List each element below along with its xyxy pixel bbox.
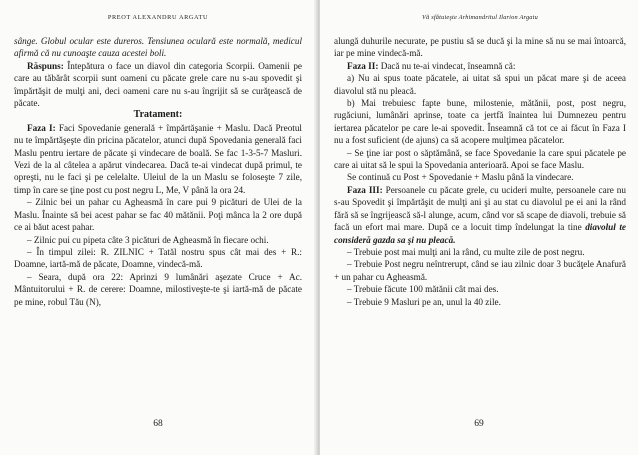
emphasized-text: diavolul te consideră gazda sa şi nu pleacă. [334,222,626,245]
paragraph-text: Dacă nu te-ai vindecat, înseamnă că: [378,60,516,71]
paragraph [14,122,302,196]
paragraph: – Trebuie Post negru neîntrerupt, când se iau zilnic doar 3 bucăţele Anafură + un pahar cu Agheasmă. [334,259,626,282]
paragraph: – În timpul zilei: R. ZILNIC + Tatăl nostru spus cât mai des + R.: Doamne, iartă-mă de păcate, Doamne, vindecă-mă. [14,246,302,270]
paragraph [14,35,302,60]
paragraph [334,184,626,246]
paragraph: – Seara, după ora 22: Aprinzi 9 lumânări aşezate Cruce + Ac. Mântuitorului + R. de cerere: Doamne, milostiveşte-te şi iartă-mă de păcate pe mine, robul Tău (N), [14,271,302,307]
paragraph: – Zilnic bei un pahar cu Agheasmă în care pui 9 picături de Ulei de la Maslu. Înainte să bei acest pahar se fac 40 mătănii. Poţi mânca la 2 ore după ce ai băut acest pahar. [14,197,302,233]
right-page [320,0,638,455]
paragraph: alungă duhurile necurate, pe pustiu să se ducă şi la mine să nu se mai întoarcă, iar pe mine vindecă-mă. [334,36,626,59]
paragraph: – Trebuie făcute 100 mătănii cât mai des. [347,284,499,295]
left-running-header: PREOT ALEXANDRU ARGATU [107,14,209,21]
paragraph: a) Nu ai spus toate păcatele, ai uitat să spui un păcat mare şi de aceea diavolul stă nu pleacă. [334,73,626,96]
paragraph: b) Mai trebuiesc fapte bune, milostenie, mătănii, post, post negru, rugăciuni, lumânări aprinse, toate ca jertfă înaintea lui Dumnezeu pentru iertarea păcatelor pe care le-ai spovedit. Înseamnă că tot ce ai făcut în Faza I nu a fost suficient (de ajuns) ca să acopere mulţimea păcatelor. [334,98,626,146]
paragraph: – Trebuie post mai mulţi ani la rând, cu multe zile de post negru. [347,246,585,257]
phase-label: Faza III: [347,184,383,195]
paragraph [14,60,302,110]
italic-text: sânge. Globul ocular este dureros. Tensiunea oculară este normală, medicul afirmă că nu cunoaşte cauza acestei boli. [14,36,302,59]
page-number: 68 [153,419,163,429]
page-number: 69 [474,419,484,429]
paragraph: – Se ţine iar post o săptămână, se face Spovedanie la care spui păcatele pe care ai uitat să le spui la Spovedania anterioară. Apoi se face Maslu. [334,147,626,171]
left-page-body [14,35,302,308]
right-running-header: Vă sfătuieşte Arhimandritul Ilarion Argatu [422,14,538,21]
paragraph: – Zilnic pui cu pipeta câte 3 picături de Agheasmă în fiecare ochi. [27,234,269,245]
paragraph [334,60,626,72]
answer-label: Răspuns: [27,60,64,71]
section-heading: Tratament: [133,109,183,121]
phase-label: Faza II: [347,60,379,71]
paragraph-text: Faci Spovedanie generală + împărtăşanie + Maslu. Dacă Preotul nu te împărtăşeşte din pricina păcatelor, atunci după Spovedania generală faci Maslu pentru iertare de păcate şi vindecare de boală. Se fac 1-3-5-7 Masluri. Vezi de la al câtelea a apărut vindecarea. Dacă te-ai vindecat după primul, te opreşti, nu le faci şi pe celelalte. Uleiul de la un Maslu se foloseşte 7 zile, timp în care se ţine post cu post negru L, Me, V până la ora 24. [14,122,302,195]
left-page [0,0,316,455]
right-page-body [334,35,626,308]
paragraph: Se continuă cu Post + Spovedanie + Maslu până la vindecare. [347,172,574,183]
phase-label: Faza I: [27,122,56,133]
paragraph-text: Întepătura o face un diavol din categoria Scorpii. Oamenii pe care au tăbărât scorpii sunt oameni cu păcate grele care nu s-au spovedit şi împărtăşit de mulţi ani, deci oameni care nu s-au îngrijit să se curăţească de păcate. [14,60,302,109]
paragraph: – Trebuie 9 Masluri pe an, unul la 40 zile. [347,296,501,307]
paragraph-text: Persoanele cu păcate grele, cu ucideri multe, persoanele care nu s-au Spovedit şi împărtăşit de mulţi ani şi au stat cu diavolul pe ei ani la rând fără să se îngrijească să-l alunge, acum, când vor să scape de diavoli, trebuie să facă un efort mai mare. După ce a locuit timp îndelungat la tine [334,184,626,233]
